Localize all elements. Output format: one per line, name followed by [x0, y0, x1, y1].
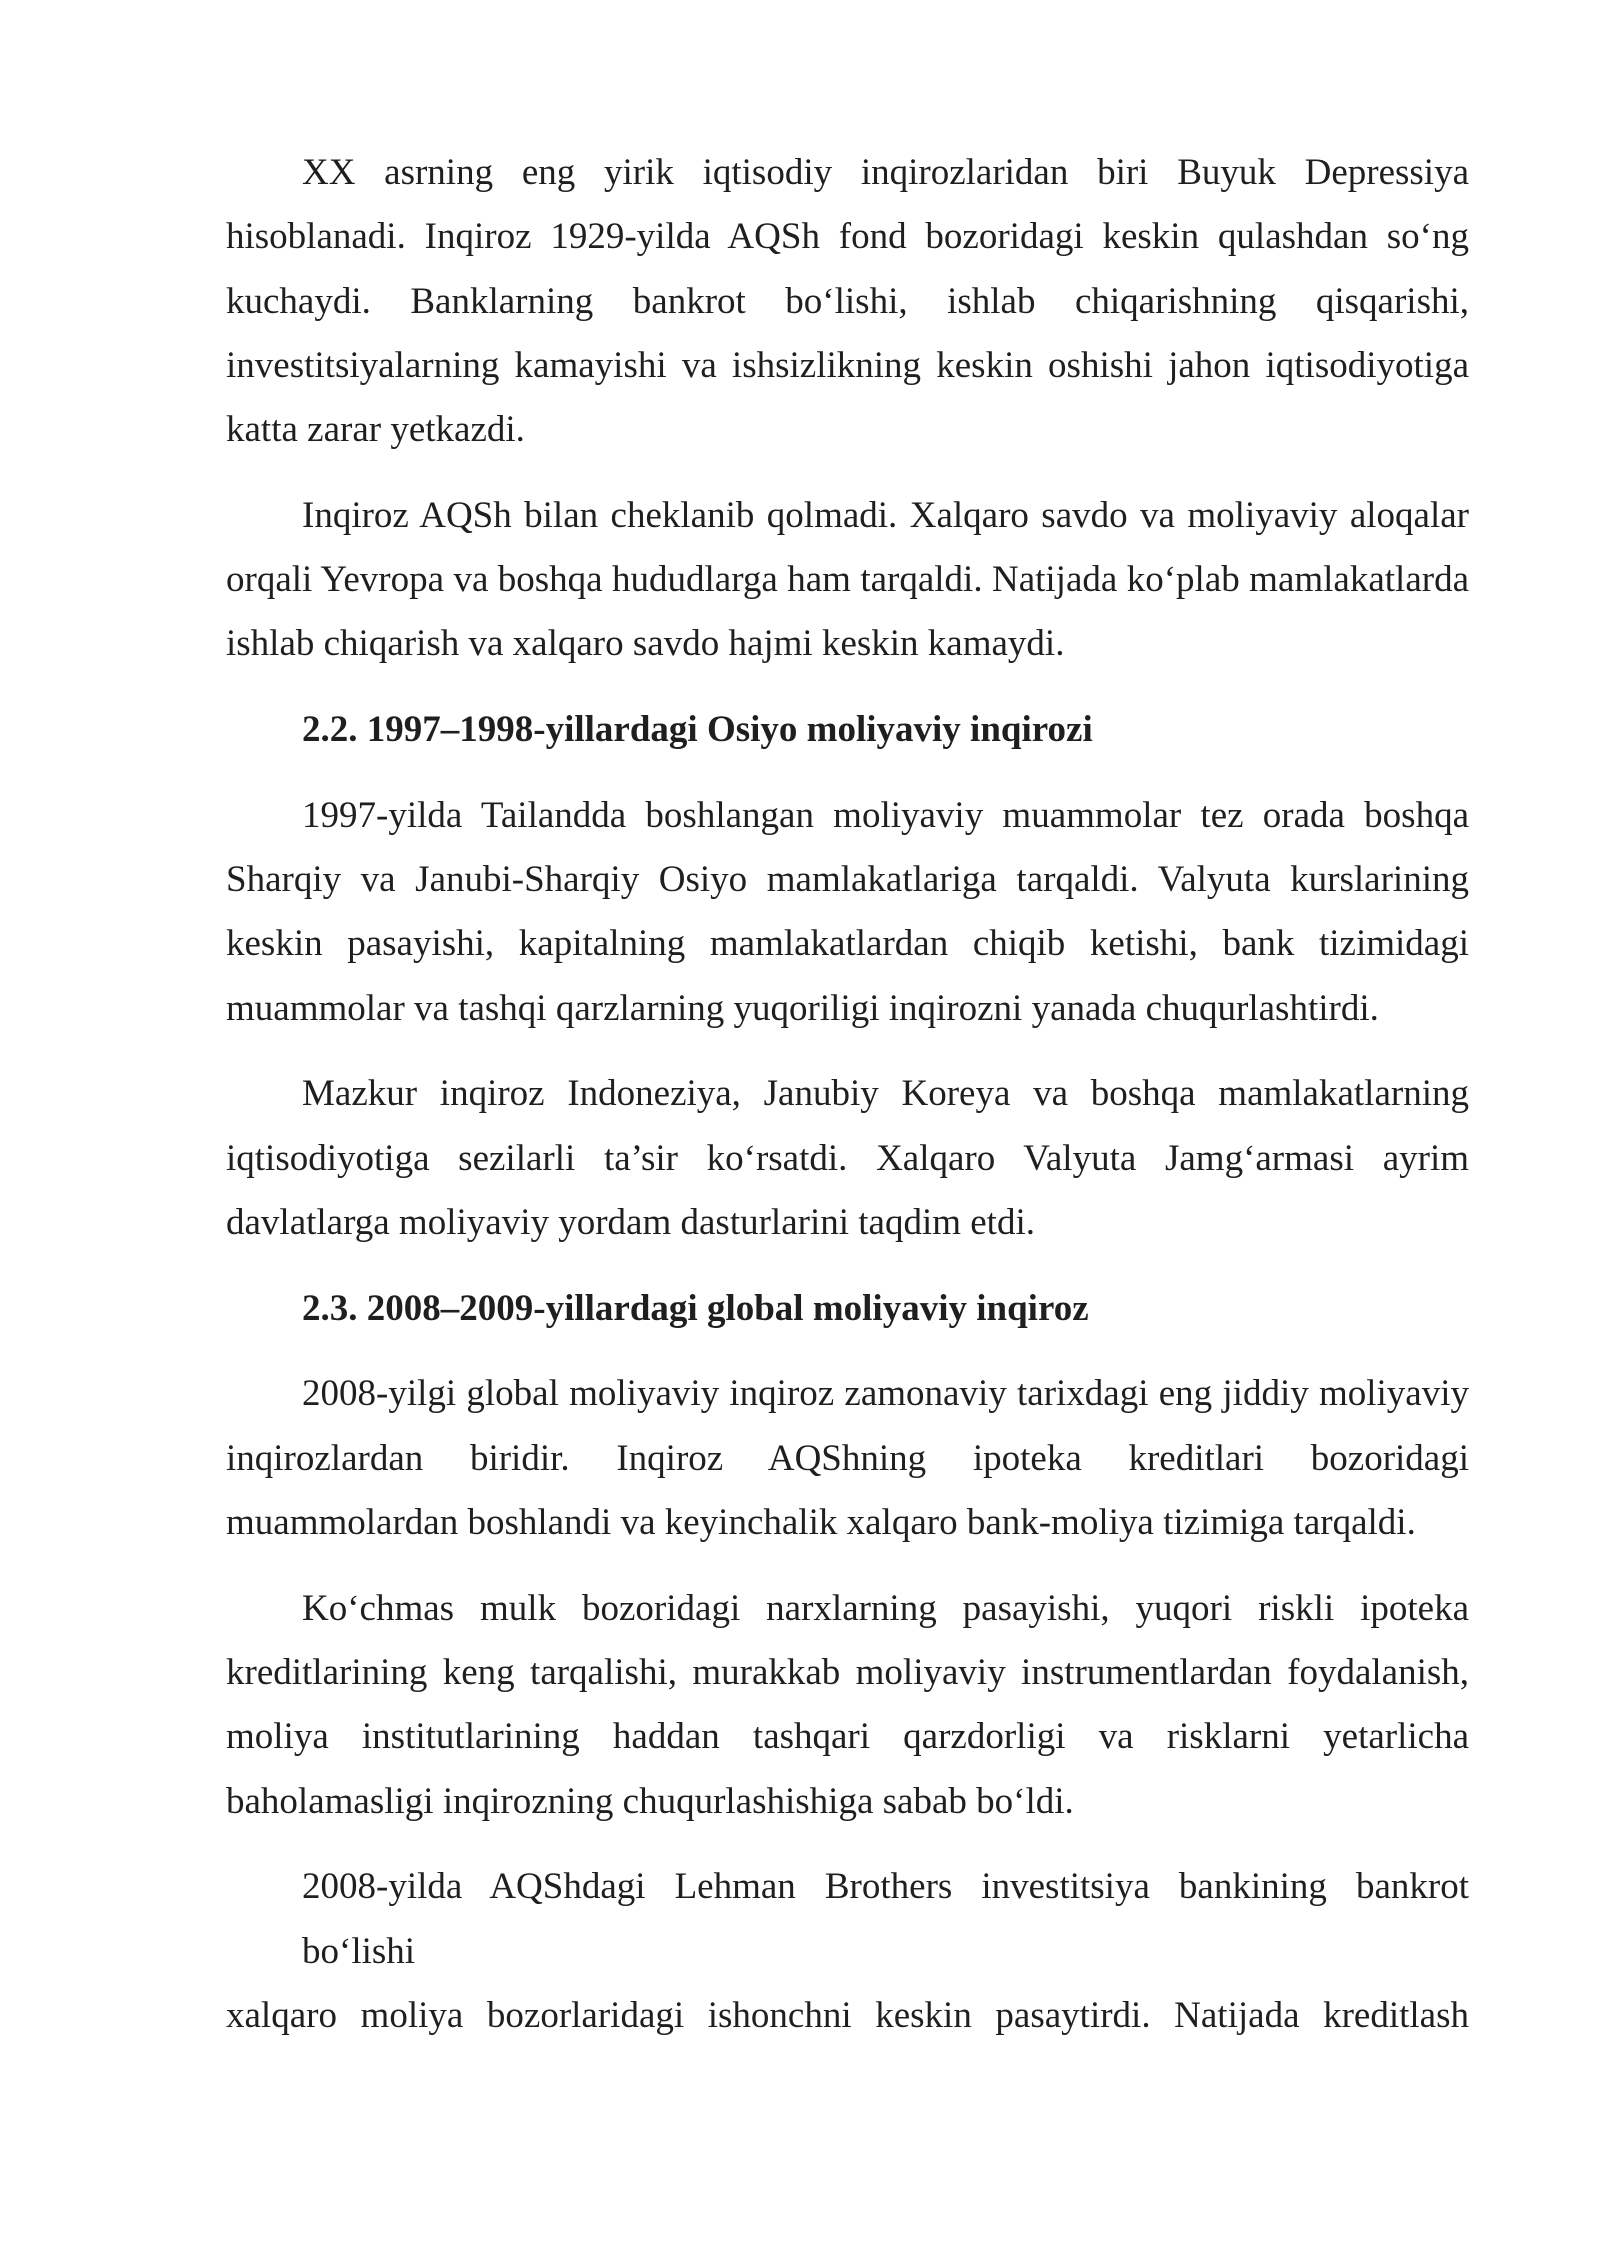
section-heading-2-2: 2.2. 1997–1998-yillardagi Osiyo moliyaviy inqirozi — [302, 709, 1093, 751]
text-line: kreditlarining keng tarqalishi, murakkab moliyaviy instrumentlardan foydalanish, — [226, 1651, 1469, 1693]
paragraph-lehman-brothers — [226, 1855, 1469, 2048]
text-line: xalqaro moliya bozorlaridagi ishonchni keskin pasaytirdi. Natijada kreditlash — [226, 1994, 1469, 2036]
paragraph-asian-crisis-impact — [226, 1062, 1469, 1255]
text-line: kuchaydi. Banklarning bankrot bo‘lishi, ishlab chiqarishning qisqarishi, — [226, 280, 1469, 322]
text-line: moliya institutlarining haddan tashqari qarzdorligi va risklarni yetarlicha — [226, 1716, 1469, 1758]
text-line: 2008-yilda AQShdagi Lehman Brothers investitsiya bankining bankrot bo‘lishi — [302, 1866, 1469, 1972]
paragraph-great-depression-spread — [226, 484, 1469, 677]
text-line: katta zarar yetkazdi. — [226, 409, 525, 451]
text-line: 1997-yilda Tailandda boshlangan moliyaviy muammolar tez orada boshqa — [302, 794, 1469, 836]
text-line: 2008-yilgi global moliyaviy inqiroz zamonaviy tarixdagi eng jiddiy moliyaviy — [302, 1373, 1469, 1415]
text-line: Inqiroz AQSh bilan cheklanib qolmadi. Xalqaro savdo va moliyaviy aloqalar — [302, 494, 1469, 536]
text-line: inqirozlardan biridir. Inqiroz AQShning ipoteka kreditlari bozoridagi — [226, 1437, 1469, 1479]
paragraph-asian-crisis-origin — [226, 784, 1469, 1041]
text-line: muammolardan boshlandi va keyinchalik xalqaro bank-moliya tizimiga tarqaldi. — [226, 1501, 1416, 1543]
page-body — [226, 141, 1469, 2070]
text-line: baholamasligi inqirozning chuqurlashishiga sabab bo‘ldi. — [226, 1780, 1074, 1822]
text-line: XX asrning eng yirik iqtisodiy inqirozlaridan biri Buyuk Depressiya — [302, 152, 1469, 193]
text-line: keskin pasayishi, kapitalning mamlakatlardan chiqib ketishi, bank tizimidagi — [226, 923, 1469, 965]
text-line: ishlab chiqarish va xalqaro savdo hajmi keskin kamaydi. — [226, 623, 1065, 665]
paragraph-global-crisis-origin — [226, 1362, 1469, 1555]
text-line: hisoblanadi. Inqiroz 1929-yilda AQSh fond bozoridagi keskin qulashdan so‘ng — [226, 216, 1469, 258]
text-line: davlatlarga moliyaviy yordam dasturlarini taqdim etdi. — [226, 1202, 1035, 1244]
paragraph-great-depression-causes — [226, 141, 1469, 462]
text-line: Sharqiy va Janubi-Sharqiy Osiyo mamlakatlariga tarqaldi. Valyuta kurslarining — [226, 859, 1469, 901]
section-heading-2-3: 2.3. 2008–2009-yillardagi global moliyaviy inqiroz — [302, 1287, 1089, 1329]
text-line: iqtisodiyotiga sezilarli ta’sir ko‘rsatdi. Xalqaro Valyuta Jamg‘armasi ayrim — [226, 1137, 1469, 1179]
text-line: Mazkur inqiroz Indoneziya, Janubiy Koreya va boshqa mamlakatlarning — [302, 1073, 1469, 1115]
text-line: muammolar va tashqi qarzlarning yuqoriligi inqirozni yanada chuqurlashtirdi. — [226, 987, 1379, 1029]
text-line: investitsiyalarning kamayishi va ishsizlikning keskin oshishi jahon iqtisodiyotiga — [226, 344, 1469, 386]
text-line: orqali Yevropa va boshqa hududlarga ham tarqaldi. Natijada ko‘plab mamlakatlarda — [226, 559, 1469, 601]
paragraph-global-crisis-causes — [226, 1577, 1469, 1834]
text-line: Ko‘chmas mulk bozoridagi narxlarning pasayishi, yuqori riskli ipoteka — [302, 1587, 1469, 1629]
